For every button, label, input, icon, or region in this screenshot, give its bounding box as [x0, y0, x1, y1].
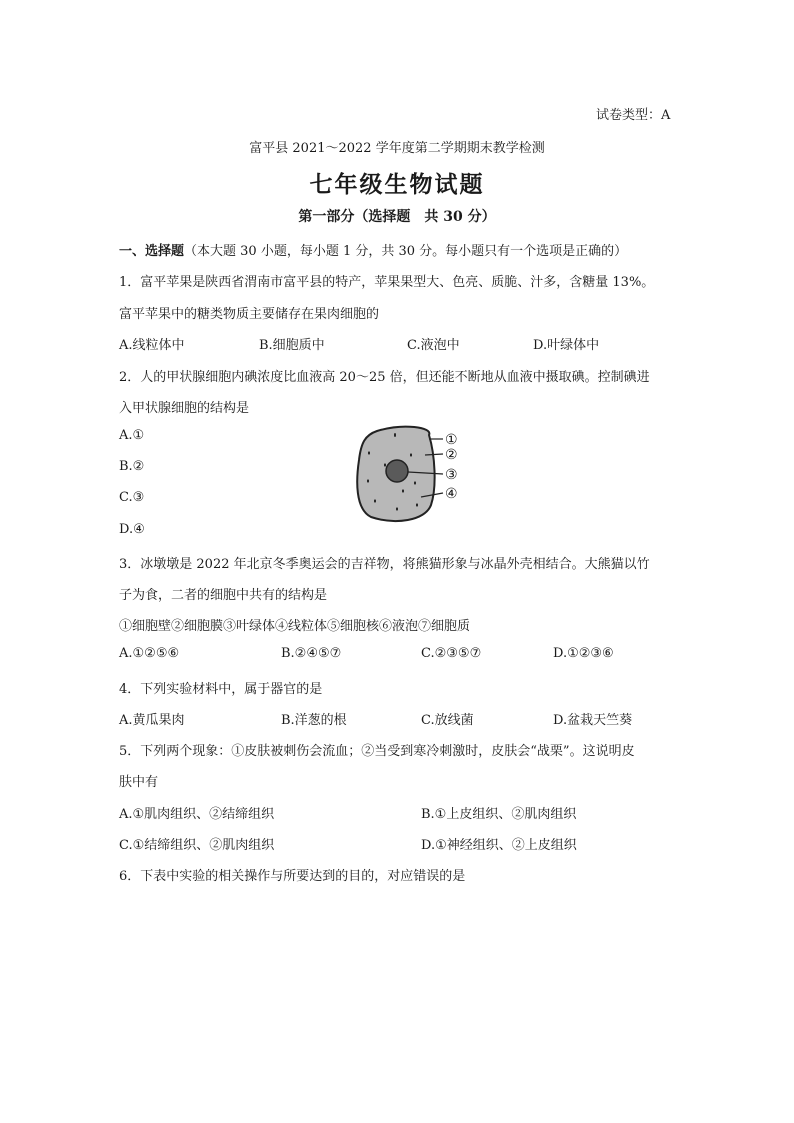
q3-stem-line1: 3．冰墩墩是 2022 年北京冬季奥运会的吉祥物，将熊猫形象与冰晶外壳相结合。大熊猫以竹	[119, 557, 650, 572]
q1-option-d[interactable]: D.叶绿体中	[533, 338, 600, 353]
part-heading: 第一部分（选择题 共 30 分）	[298, 209, 496, 225]
q1-option-a[interactable]: A.线粒体中	[119, 338, 185, 353]
figure-label-2: ②	[445, 447, 458, 463]
q3-option-b[interactable]: B.②④⑤⑦	[281, 646, 342, 661]
exam-subtitle: 富平县 2021～2022 学年度第二学期期末教学检测	[249, 141, 545, 156]
q1-stem-line2: 富平苹果中的糖类物质主要储存在果肉细胞的	[119, 307, 380, 322]
q2-option-d[interactable]: D.④	[119, 522, 145, 537]
q5-option-b[interactable]: B.①上皮组织、②肌肉组织	[421, 807, 577, 822]
q2-option-c[interactable]: C.③	[119, 490, 145, 505]
page-title: 七年级生物试题	[309, 171, 485, 198]
q6-stem: 6．下表中实验的相关操作与所要达到的目的，对应错误的是	[119, 869, 466, 884]
q5-option-d[interactable]: D.①神经组织、②上皮组织	[421, 838, 577, 853]
q3-option-a[interactable]: A.①②⑤⑥	[119, 646, 180, 661]
q3-stem-line2: 子为食，二者的细胞中共有的结构是	[119, 588, 328, 603]
q3-option-d[interactable]: D.①②③⑥	[553, 646, 614, 661]
figure-label-3: ③	[445, 467, 458, 483]
paper-type-label: 试卷类型：A	[596, 108, 671, 123]
q1-option-c[interactable]: C.液泡中	[407, 338, 460, 353]
figure-label-1: ①	[445, 432, 458, 448]
q3-substem: ①细胞壁②细胞膜③叶绿体④线粒体⑤细胞核⑥液泡⑦细胞质	[119, 619, 471, 634]
q4-option-b[interactable]: B.洋葱的根	[281, 713, 347, 728]
figure-label-4: ④	[445, 486, 458, 502]
q2-stem-line1: 2．人的甲状腺细胞内碘浓度比血液高 20～25 倍，但还能不断地从血液中摄取碘。控制碘进	[119, 370, 650, 385]
q4-option-a[interactable]: A.黄瓜果肉	[119, 713, 185, 728]
nucleus	[386, 460, 408, 482]
q5-stem-line1: 5．下列两个现象：①皮肤被刺伤会流血；②当受到寒冷刺激时，皮肤会“战栗”。这说明皮	[119, 744, 635, 759]
section-instruction: （本大题 30 小题，每小题 1 分，共 30 分。每小题只有一个选项是正确的）	[184, 244, 628, 259]
q2-stem-line2: 入甲状腺细胞的结构是	[119, 401, 250, 416]
q5-option-c[interactable]: C.①结缔组织、②肌肉组织	[119, 838, 275, 853]
q5-stem-line2: 肤中有	[119, 775, 159, 790]
section-heading	[119, 240, 627, 259]
q4-option-d[interactable]: D.盆栽天竺葵	[553, 713, 633, 728]
animal-cell-diagram	[355, 425, 475, 523]
q1-stem-line1: 1．富平苹果是陕西省渭南市富平县的特产，苹果果型大、色亮、质脆、汁多，含糖量 13%。	[119, 275, 655, 290]
q1-option-b[interactable]: B.细胞质中	[259, 338, 325, 353]
q3-option-c[interactable]: C.②③⑤⑦	[421, 646, 482, 661]
q5-option-a[interactable]: A.①肌肉组织、②结缔组织	[119, 807, 275, 822]
section-label: 一、选择题	[119, 244, 185, 259]
q4-stem: 4．下列实验材料中，属于器官的是	[119, 682, 323, 697]
q2-option-a[interactable]: A.①	[119, 428, 145, 443]
q4-option-c[interactable]: C.放线菌	[421, 713, 474, 728]
q2-option-b[interactable]: B.②	[119, 459, 145, 474]
